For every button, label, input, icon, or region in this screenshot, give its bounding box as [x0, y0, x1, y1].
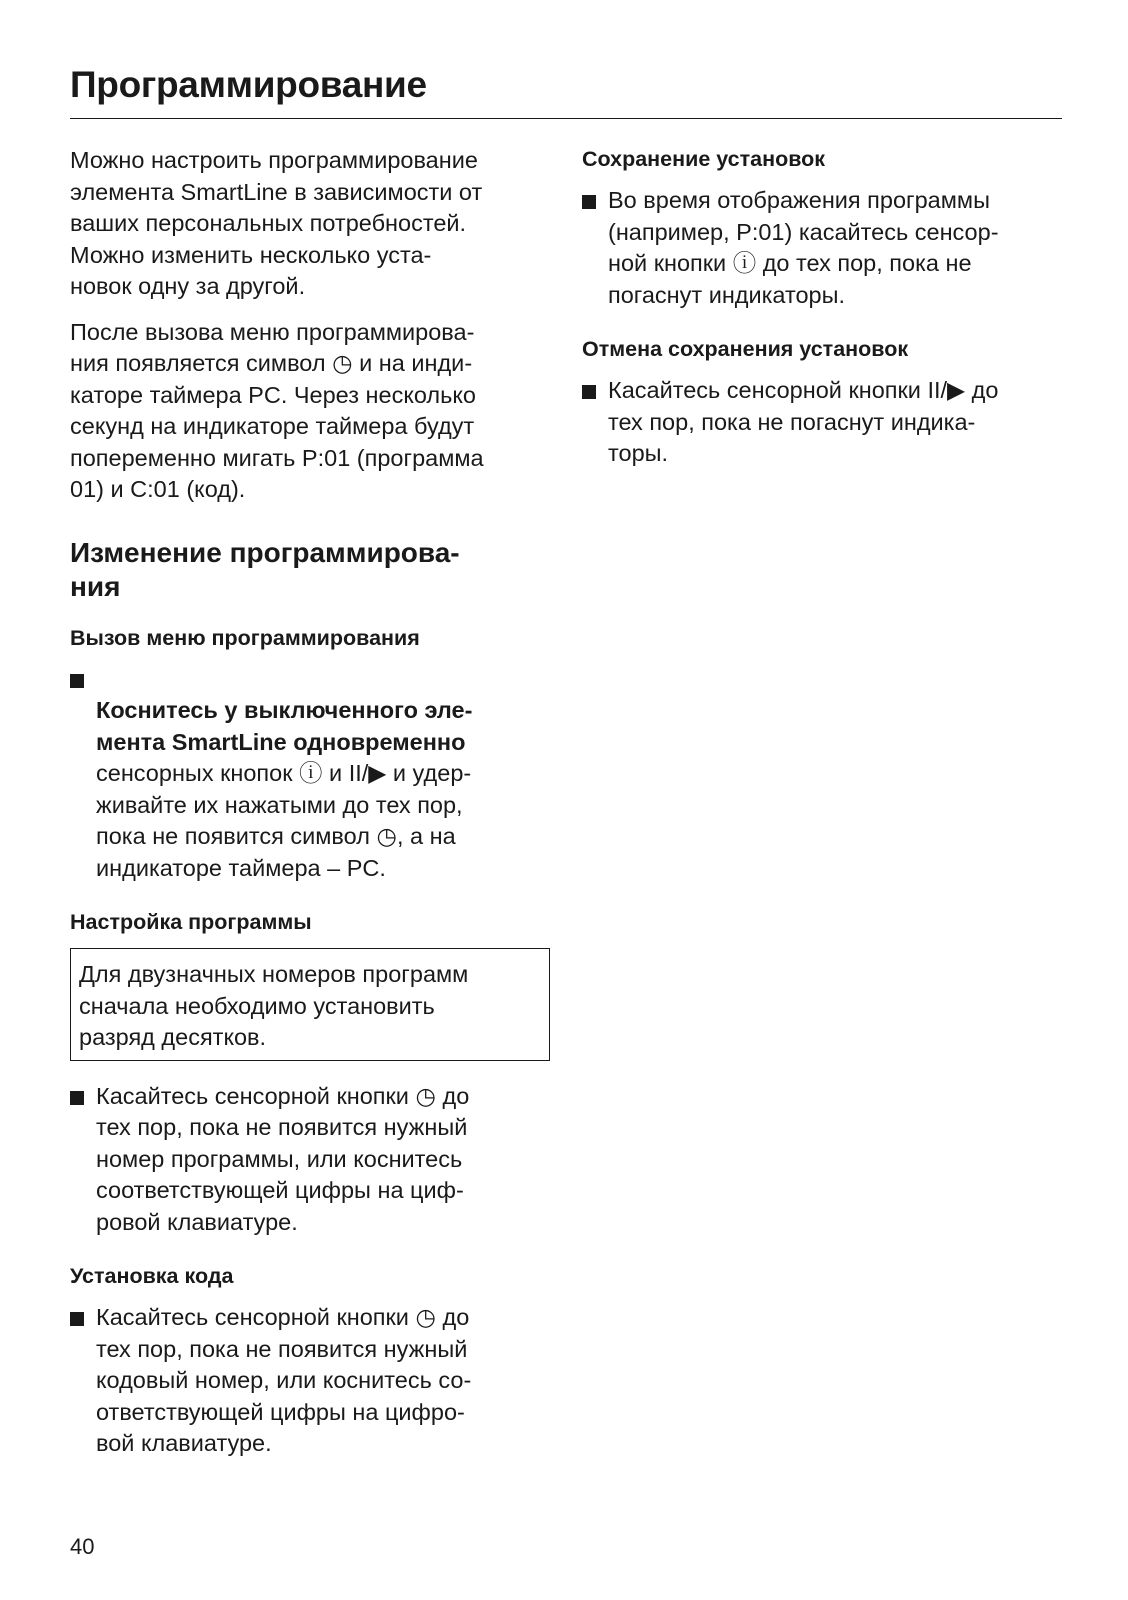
step-cancel-save: [582, 375, 1067, 470]
step-program-setup-text: Касайтесь сенсорной кнопки ◷ до тех пор, пока не появится нужный номер программы, или коснитесь соответствующей цифры на циф- ровой клавиатуре.: [96, 1082, 470, 1235]
bullet-square-icon: [70, 674, 84, 688]
subheading-cancel-save: Отмена сохранения установок: [582, 337, 909, 361]
page-title: Программирование: [70, 64, 427, 105]
step-save-settings-text: Во время отображения программы (например, P:01) касайтесь сенсор- ной кнопки ⓘ до тех пор, пока не погаснут индикаторы.: [608, 187, 999, 308]
bullet-square-icon: [582, 195, 596, 209]
left-column: [70, 145, 550, 1484]
subheading-call-menu: Вызов меню программирования: [70, 625, 420, 650]
bullet-square-icon: [70, 1312, 84, 1326]
step-code-setup: [70, 1302, 550, 1460]
step-code-setup-text: Касайтесь сенсорной кнопки ◷ до тех пор, пока не появится нужный кодовый номер, или коснитесь со- ответствующей цифры на цифро- вой клавиатуре.: [96, 1304, 472, 1456]
bullet-square-icon: [582, 385, 596, 399]
step-call-menu-text: сенсорных кнопок ⓘ и II/▶ и удер- живайте их нажатыми до тех пор, пока не появится символ ◷, а на индикаторе таймера – PC.: [96, 760, 472, 881]
title-divider: [70, 118, 1062, 119]
bullet-square-icon: [70, 1091, 84, 1105]
step-call-menu: [70, 664, 550, 885]
step-program-setup: [70, 1081, 550, 1239]
step-save-settings: [582, 185, 1067, 311]
intro-paragraph-1: Можно настроить программирование элемента SmartLine в зависимости от ваших персональных потребностей. Можно изменить несколько уста- новок одну за другой.: [70, 147, 483, 299]
subheading-save-settings: Сохранение установок: [582, 147, 826, 171]
subheading-program-setup: Настройка программы: [70, 910, 312, 934]
intro-paragraph-2: После вызова меню программирова- ния появляется символ ◷ и на инди- каторе таймера PC. Через несколько секунд на индикаторе таймера будут попеременно мигать P:01 (программа 01) и C:01 (код).: [70, 318, 484, 502]
section-title-change-programming: Изменение программирова- ния: [70, 536, 460, 602]
subheading-code-setup: Установка кода: [70, 1264, 234, 1288]
page-number: 40: [70, 1534, 95, 1559]
step-cancel-save-text: Касайтесь сенсорной кнопки II/▶ до тех пор, пока не погаснут индика- торы.: [608, 377, 999, 466]
step-call-menu-bold: Коснитесь у выключенного эле- мента SmartLine одновременно: [96, 697, 473, 755]
right-column: [582, 145, 1067, 494]
note-box: Для двузначных номеров программ сначала необходимо установить разряд десятков.: [70, 948, 550, 1061]
